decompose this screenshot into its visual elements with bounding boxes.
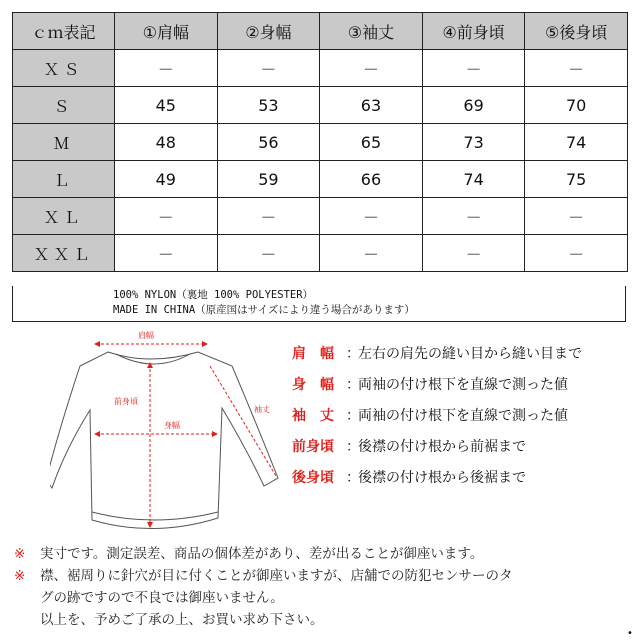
- table-cell: 75: [525, 161, 628, 198]
- table-cell: 65: [320, 124, 423, 161]
- body-width-label: 身幅: [164, 421, 180, 430]
- definition-term: 袖 丈: [292, 408, 334, 424]
- arrow-icon: [147, 522, 153, 528]
- table-cell: －: [217, 50, 320, 87]
- arrow-icon: [212, 431, 218, 437]
- definition-term: 前身頃: [292, 439, 334, 455]
- note-actual-size: [14, 543, 634, 565]
- definition-term: 身 幅: [292, 377, 334, 393]
- note-text: 襟、裾周りに針穴が目に付くことが御座いますが、店舗での防犯センサーのタ: [40, 568, 513, 584]
- material-info: [12, 286, 626, 322]
- material-composition: 100% NYLON（裏地 100% POLYESTER）: [113, 289, 314, 301]
- table-cell: 73: [422, 124, 525, 161]
- note-needle-holes-cont: グの跡ですので不良では御座いません。: [40, 590, 284, 606]
- table-row: [13, 198, 628, 235]
- definition-desc: 両袖の付け根下を直線で測った値: [358, 408, 568, 424]
- table-cell: －: [525, 50, 628, 87]
- definition-front-length: [292, 437, 637, 468]
- definition-colon: ：: [346, 470, 360, 486]
- arrow-icon: [94, 431, 100, 437]
- note-text: 実寸です。測定誤差、商品の個体差があり、差が出ることが御座います。: [40, 546, 484, 562]
- notes: [14, 543, 634, 631]
- table-cell: －: [525, 235, 628, 272]
- size-label: ＸＸＬ: [13, 235, 115, 272]
- definition-shoulder: [292, 344, 637, 375]
- table-cell: －: [422, 235, 525, 272]
- definition-body-width: [292, 375, 637, 406]
- definition-back-length: [292, 468, 637, 499]
- definition-colon: ：: [346, 439, 360, 455]
- header-body-width: ②身幅: [217, 13, 320, 50]
- note-mark: ※: [14, 568, 26, 584]
- table-cell: －: [525, 198, 628, 235]
- front-length-label: 前身頃: [114, 397, 138, 406]
- table-cell: 45: [115, 87, 218, 124]
- header-sleeve: ③袖丈: [320, 13, 423, 50]
- definition-desc: 両袖の付け根下を直線で測った値: [358, 377, 568, 393]
- definition-sleeve: [292, 406, 637, 437]
- shirt-outline-icon: [50, 352, 278, 529]
- sleeve-label: 袖丈: [254, 405, 270, 414]
- corner-dot: •: [627, 628, 633, 639]
- definition-colon: ：: [346, 408, 360, 424]
- table-header-row: [13, 13, 628, 50]
- definition-desc: 後襟の付け根から後裾まで: [358, 470, 526, 486]
- definition-colon: ：: [346, 346, 360, 362]
- table-cell: －: [320, 235, 423, 272]
- definition-colon: ：: [346, 377, 360, 393]
- table-cell: －: [115, 235, 218, 272]
- size-label: ＸＳ: [13, 50, 115, 87]
- header-front-length: ④前身頃: [422, 13, 525, 50]
- table-cell: 59: [217, 161, 320, 198]
- note-needle-holes: [14, 565, 634, 587]
- header-unit: ｃｍ表記: [13, 13, 115, 50]
- arrow-icon: [94, 341, 100, 347]
- table-cell: －: [320, 50, 423, 87]
- size-label: ＸＬ: [13, 198, 115, 235]
- table-cell: －: [217, 235, 320, 272]
- table-cell: 70: [525, 87, 628, 124]
- table-cell: 48: [115, 124, 218, 161]
- table-cell: －: [422, 198, 525, 235]
- table-row: [13, 124, 628, 161]
- table-cell: 63: [320, 87, 423, 124]
- table-cell: －: [320, 198, 423, 235]
- table-row: [13, 87, 628, 124]
- note-acknowledgement: 以上を、予めご了承の上、お買い求め下さい。: [40, 612, 324, 628]
- header-shoulder: ①肩幅: [115, 13, 218, 50]
- table-cell: 53: [217, 87, 320, 124]
- note-mark: ※: [14, 546, 26, 562]
- measurement-definitions: [292, 344, 637, 499]
- table-cell: －: [115, 50, 218, 87]
- table-cell: 74: [422, 161, 525, 198]
- table-cell: 69: [422, 87, 525, 124]
- table-row: [13, 235, 628, 272]
- table-cell: －: [217, 198, 320, 235]
- definition-term: 肩 幅: [292, 346, 334, 362]
- arrow-icon: [147, 362, 153, 368]
- definition-term: 後身頃: [292, 470, 334, 486]
- size-label: Ｓ: [13, 87, 115, 124]
- shoulder-label: 肩幅: [138, 331, 154, 340]
- table-cell: 56: [217, 124, 320, 161]
- size-label: Ｍ: [13, 124, 115, 161]
- table-cell: 49: [115, 161, 218, 198]
- size-table: [12, 12, 628, 272]
- garment-diagram: [50, 330, 295, 535]
- table-cell: －: [115, 198, 218, 235]
- table-row: [13, 161, 628, 198]
- arrow-icon: [202, 341, 208, 347]
- table-row: [13, 50, 628, 87]
- table-cell: 74: [525, 124, 628, 161]
- definition-desc: 左右の肩先の縫い目から縫い目まで: [358, 346, 582, 362]
- definition-desc: 後襟の付け根から前裾まで: [358, 439, 526, 455]
- size-label: Ｌ: [13, 161, 115, 198]
- table-cell: 66: [320, 161, 423, 198]
- header-back-length: ⑤後身頃: [525, 13, 628, 50]
- table-cell: －: [422, 50, 525, 87]
- material-origin: MADE IN CHINA（原産国はサイズにより違う場合があります）: [113, 304, 415, 316]
